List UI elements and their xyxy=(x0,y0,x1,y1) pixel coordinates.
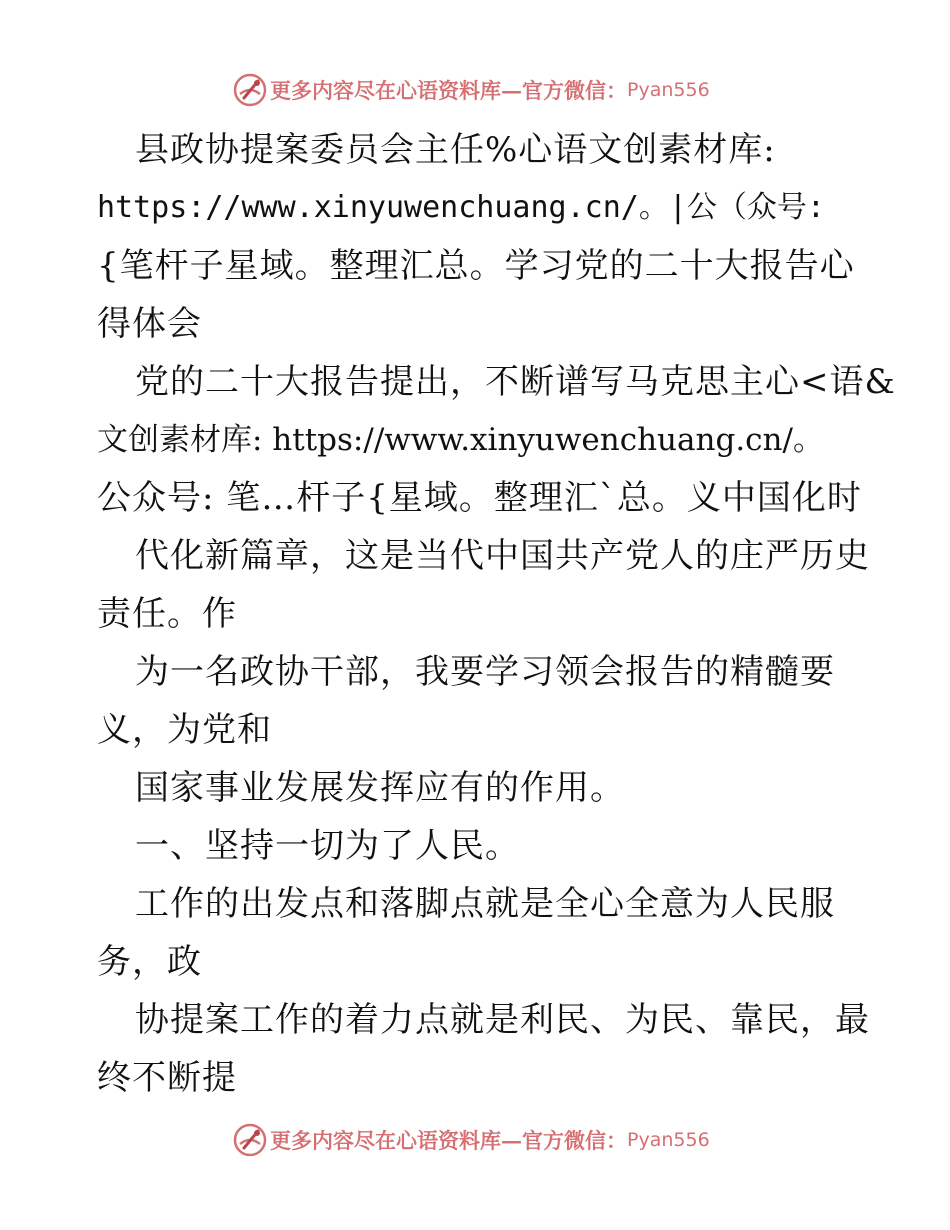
text-line: 公众号: 笔…杆子{星域。整理汇`总。义中国化时 xyxy=(97,478,862,518)
text-line: 党的二十大报告提出，不断谱写马克思主心<语& xyxy=(135,362,896,402)
footer-watermark-banner xyxy=(0,1120,950,1160)
text-line: https://www.xinyuwenchuang.cn/。|公（众号: xyxy=(97,190,825,225)
text-line: {笔杆子星域。整理汇总。学习党的二十大报告心 xyxy=(97,246,855,286)
book-pen-logo-icon xyxy=(232,1122,268,1158)
text-line: 国家事业发展发挥应有的作用。 xyxy=(135,768,625,808)
banner-text: 更多内容尽在心语资料库—官方微信： xyxy=(270,78,627,103)
book-pen-logo-icon xyxy=(232,72,268,108)
text-line: 文创素材库: https://www.xinyuwenchuang.cn/。 xyxy=(97,422,824,458)
document-body xyxy=(97,121,896,1107)
text-line: 一、坚持一切为了人民。 xyxy=(135,826,520,866)
text-line: 得体会 xyxy=(97,304,202,344)
header-watermark-banner xyxy=(0,70,950,110)
text-line: 为一名政协干部，我要学习领会报告的精髓要 xyxy=(135,652,835,692)
text-line: 代化新篇章，这是当代中国共产党人的庄严历史 xyxy=(135,536,870,576)
banner-text: 更多内容尽在心语资料库—官方微信： xyxy=(270,1128,627,1153)
text-line: 工作的出发点和落脚点就是全心全意为人民服 xyxy=(135,884,835,924)
text-line: 协提案工作的着力点就是利民、为民、靠民，最 xyxy=(135,1000,870,1040)
text-line: 县政协提案委员会主任%心语文创素材库: xyxy=(135,130,776,170)
banner-wechat-id: Pyan556 xyxy=(627,79,710,101)
banner-wechat-id: Pyan556 xyxy=(627,1129,710,1151)
text-line: 义，为党和 xyxy=(97,710,272,750)
text-line: 务，政 xyxy=(97,942,202,982)
text-line: 责任。作 xyxy=(97,594,237,634)
text-line: 终不断提 xyxy=(97,1058,237,1098)
